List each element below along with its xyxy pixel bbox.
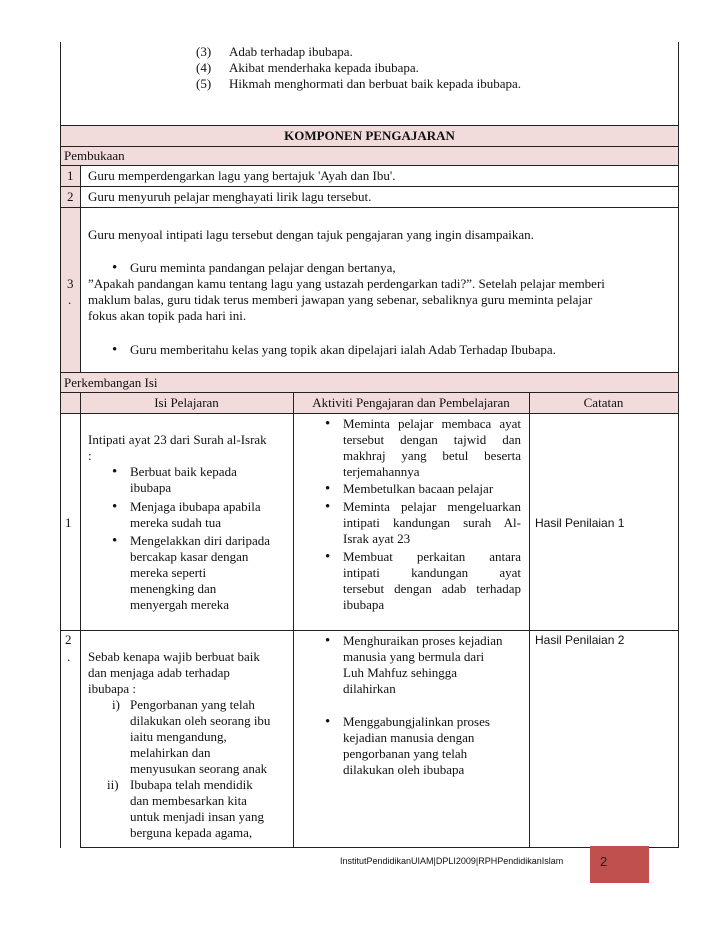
quote-line: ”Apakah pandangan kamu tentang lagu yang ustazah perdengarkan tadi?”. Setelah pelajar memberi [88,276,605,291]
isi-bullet-cont: bercakap kasar dengan [130,549,249,564]
isi-bullet-cont: ibubapa [130,480,172,495]
isi-bullet: • Menjaga ibubapa apabila [130,499,261,515]
bullet-item: • Guru meminta pandangan pelajar dengan bertanya, [130,260,396,276]
isi-item-line: menyusukan seorang anak [130,761,268,776]
row-number: 1 [65,515,72,530]
aktiviti-line: manusia yang bermula dari [343,649,485,664]
objective-num: (3) [196,44,212,59]
pembukaan-row3-intro: Guru menyoal intipati lagu tersebut dengan tajuk pengajaran yang ingin disampaikan. [88,227,534,242]
perkembangan-label: Perkembangan Isi [64,375,158,390]
isi-intro: dan menjaga adab terhadap [88,665,230,680]
aktiviti-line: intipati kandungan ayat [343,565,521,580]
isi-intro: Sebab kenapa wajib berbuat baik [88,649,260,664]
isi-bullet: • Mengelakkan diri daripada [130,533,270,549]
row-number-dot: . [67,649,71,664]
objective-text: Akibat menderhaka kepada ibubapa. [229,60,419,75]
isi-item-line: iaitu mengandung, [130,729,227,744]
row-number: 1 [67,168,74,183]
aktiviti-line: makhraj yang betul beserta [343,448,521,463]
isi-intro: : [88,448,92,463]
objective-text: Adab terhadap ibubapa. [229,44,353,59]
aktiviti-bullet: • Menggabungjalinkan proses [343,714,490,730]
isi-bullet: • Berbuat baik kepada [130,464,237,480]
isi-bullet-cont: menyergah mereka [130,597,230,612]
aktiviti-line: dilakukan oleh ibubapa [343,762,465,777]
header-catatan: Catatan [583,395,624,410]
aktiviti-bullet: • Meminta pelajar mengeluarkan [343,499,521,515]
isi-item-line: dilakukan oleh seorang ibu [130,713,271,728]
bullet-item: • Guru memberitahu kelas yang topik akan dipelajari ialah Adab Terhadap Ibubapa. [130,342,556,358]
isi-bullet-cont: menengking dan [130,581,217,596]
isi-bullet-cont: mereka seperti [130,565,207,580]
aktiviti-line: pengorbanan yang telah [343,746,468,761]
pembukaan-row-text: Guru memperdengarkan lagu yang bertajuk 'Ayah dan Ibu'. [88,168,396,183]
page-number: 2 [600,854,608,869]
aktiviti-line: tersebut dengan adab terhadap [343,581,521,596]
isi-intro: Intipati ayat 23 dari Surah al-Israk [88,432,267,447]
isi-bullet-cont: mereka sudah tua [130,515,221,530]
aktiviti-bullet: • Membuat perkaitan antara [343,549,521,565]
pembukaan-label: Pembukaan [64,148,125,163]
aktiviti-bullet: • Menghuraikan proses kejadian [343,633,503,649]
row-number: 2 [65,632,72,647]
aktiviti-line: Luh Mahfuz sehingga [343,665,458,680]
row-number-dot: . [68,292,72,307]
isi-item-num: i) [112,697,120,712]
aktiviti-line: ibubapa [343,597,385,612]
isi-item-line: dan membesarkan kita [130,793,247,808]
catatan-text: Hasil Penilaian 1 [535,516,625,530]
aktiviti-line: Israk ayat 23 [343,531,411,546]
page-number-box [590,846,649,883]
aktiviti-bullet: • Membetulkan bacaan pelajar [343,481,493,497]
row-number: 3 [67,276,74,291]
isi-item-line: melahirkan dan [130,745,211,760]
row-number: 2 [67,189,74,204]
header-aktiviti: Aktiviti Pengajaran dan Pembelajaran [312,395,510,410]
isi-intro: ibubapa : [88,681,137,696]
aktiviti-bullet: • Meminta pelajar membaca ayat [343,416,521,432]
isi-item-line: Pengorbanan yang telah [130,697,255,712]
section-title: KOMPONEN PENGAJARAN [284,128,455,143]
pembukaan-bg [61,147,678,165]
isi-item-line: berguna kepada agama, [130,825,253,840]
isi-item-line: Ibubapa telah mendidik [130,777,253,792]
isi-item-line: untuk menjadi insan yang [130,809,264,824]
pembukaan-row-text: Guru menyuruh pelajar menghayati lirik lagu tersebut. [88,189,372,204]
aktiviti-line: kejadian manusia dengan [343,730,475,745]
catatan-text: Hasil Penilaian 2 [535,633,625,647]
aktiviti-line: tersebut dengan tajwid dan [343,432,521,447]
quote-line: maklum balas, guru tidak terus memberi jawapan yang sebenar, sebaliknya guru meminta pelajar [88,292,593,307]
isi-item-num: ii) [107,777,119,792]
aktiviti-line: intipati kandungan surah Al- [343,515,521,530]
aktiviti-line: dilahirkan [343,681,396,696]
quote-line: fokus akan topik pada hari ini. [88,308,247,323]
objective-num: (4) [196,60,212,75]
objective-num: (5) [196,76,212,91]
aktiviti-line: terjemahannya [343,464,420,479]
objective-text: Hikmah menghormati dan berbuat baik kepada ibubapa. [229,76,522,91]
header-isi: Isi Pelajaran [154,395,219,410]
footer-text: InstitutPendidikanUIAM|DPLI2009|RPHPendidikanIslam [340,856,564,866]
